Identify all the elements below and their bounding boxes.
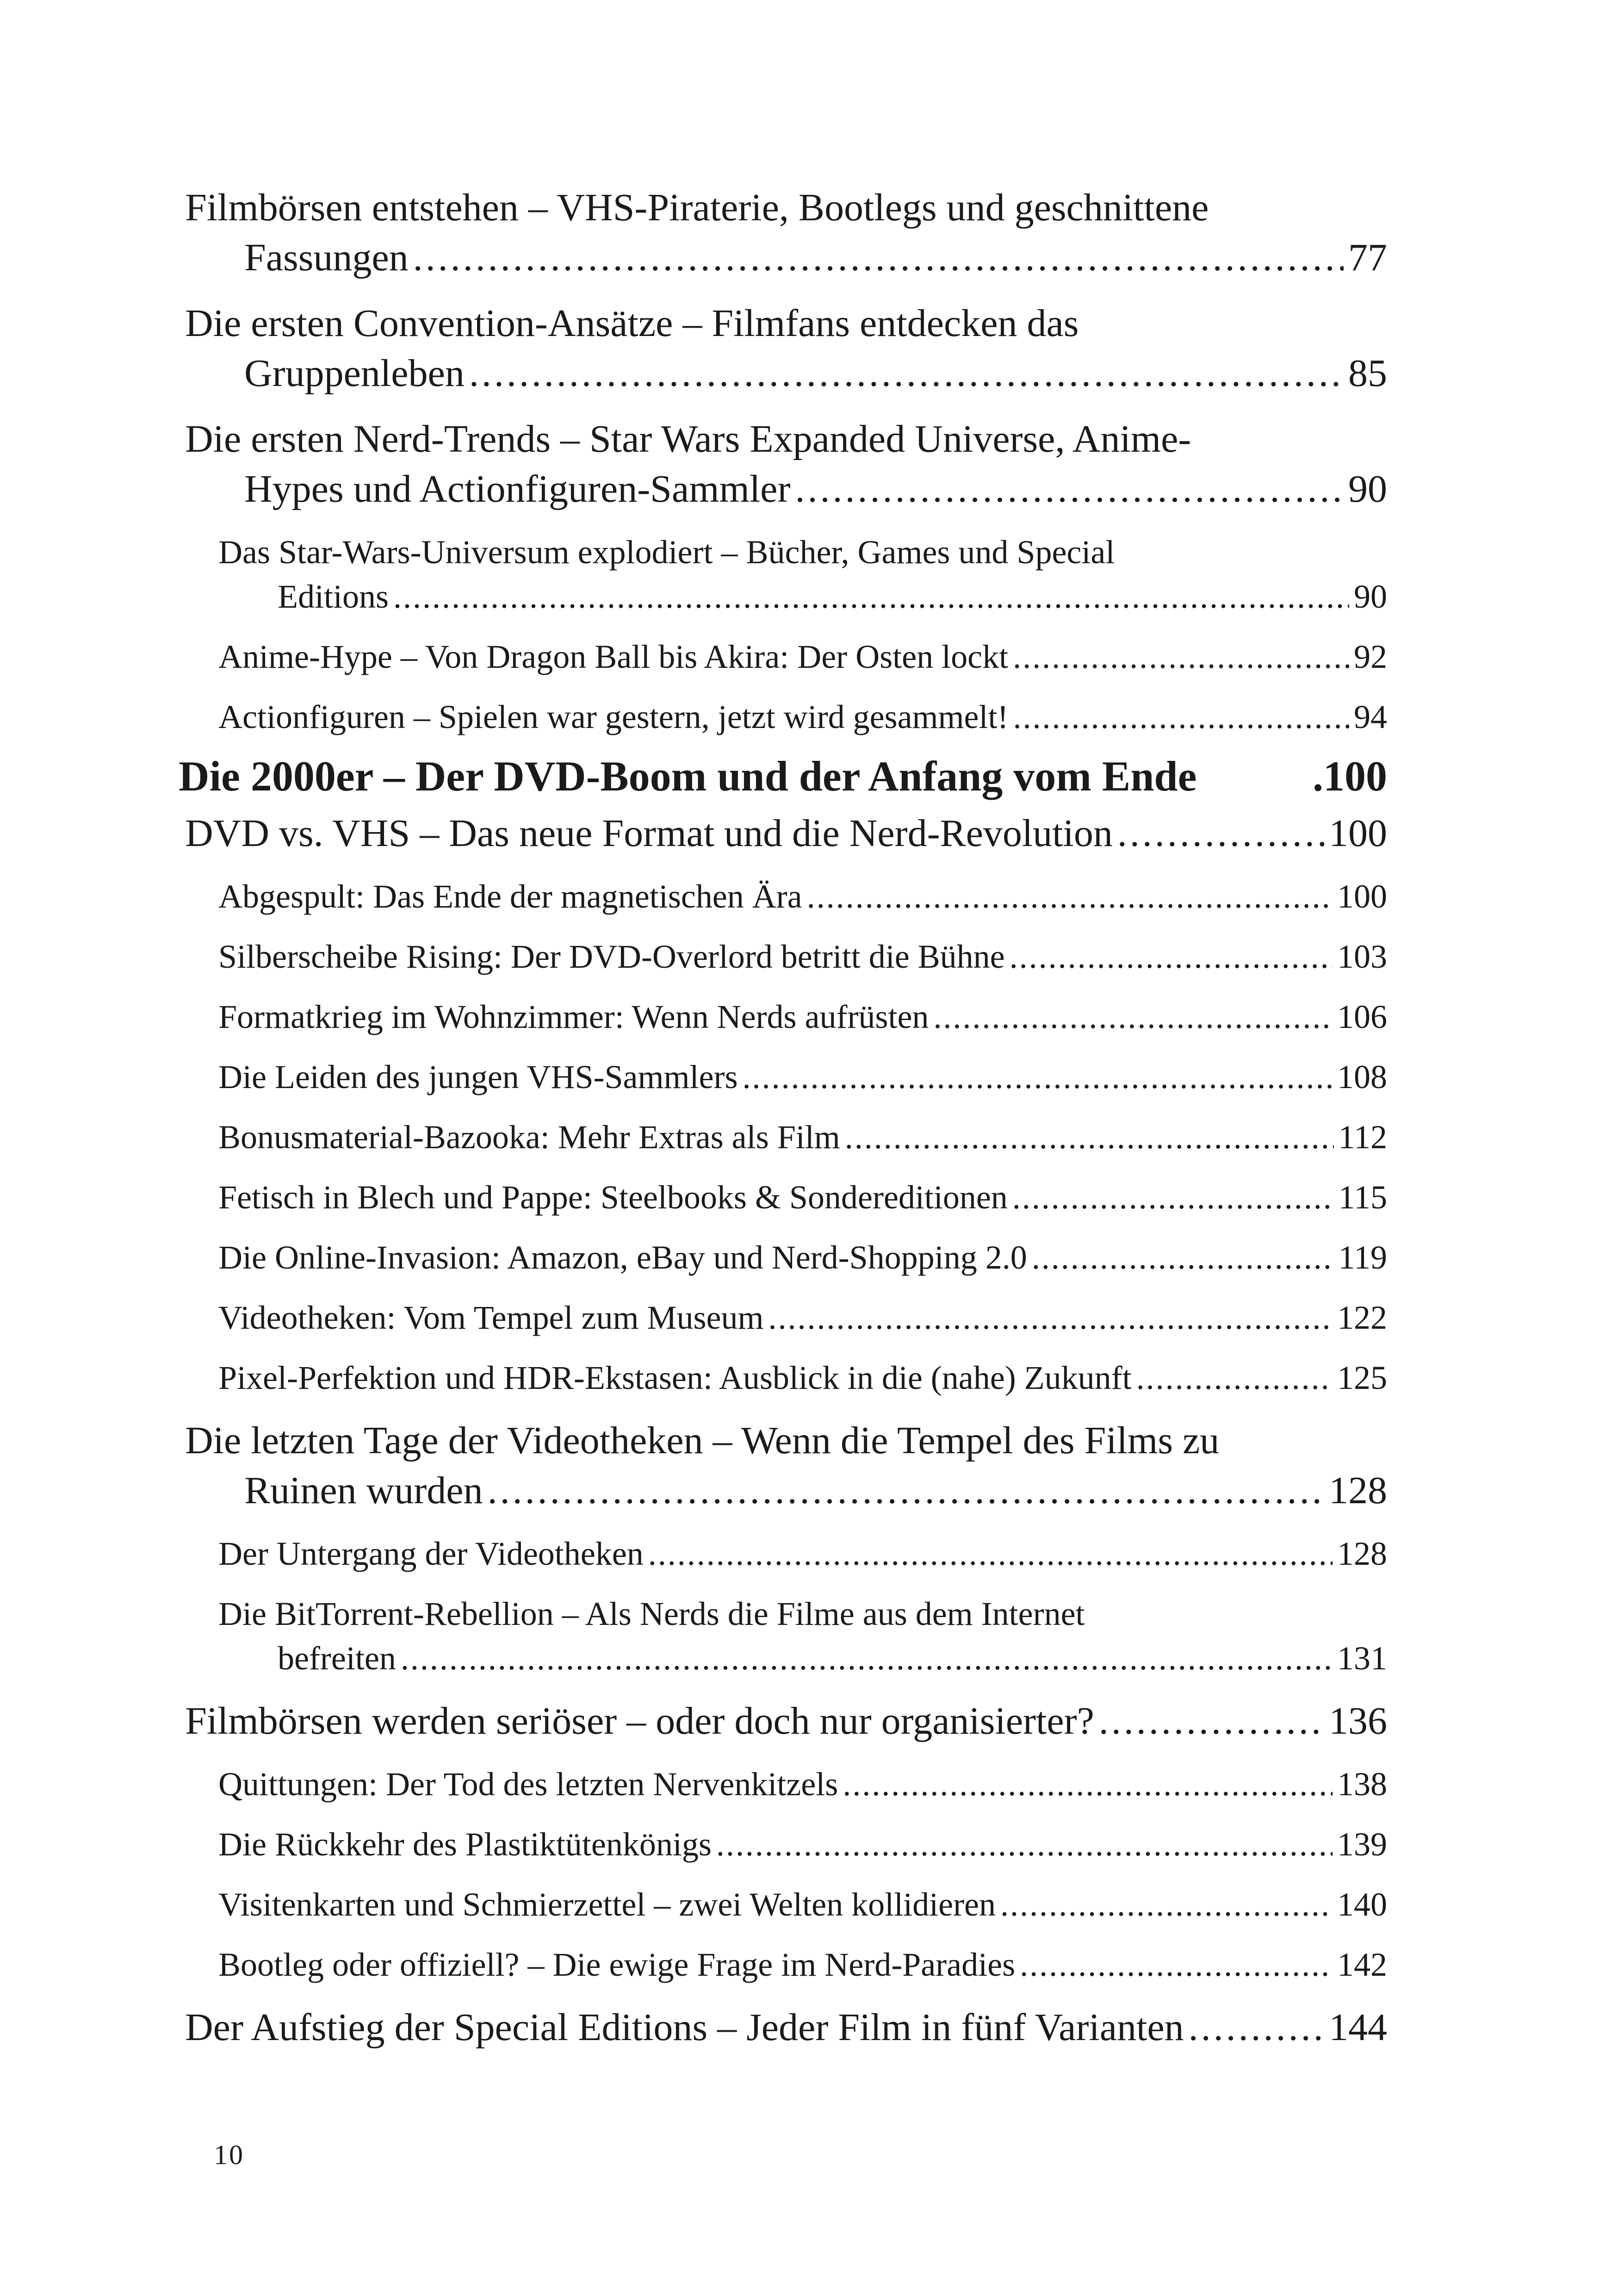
page-ref: 100 — [1337, 878, 1387, 915]
toc-entry-label: Silberscheibe Rising: Der DVD-Overlord betritt die Bühne — [218, 938, 1005, 975]
dot-leader — [769, 1295, 1333, 1340]
page-ref: 136 — [1329, 1699, 1387, 1742]
dot-leader — [933, 995, 1333, 1039]
page-ref: 140 — [1337, 1886, 1387, 1923]
toc-entry-line: befreiten — [278, 1640, 396, 1677]
toc-subentry[interactable] — [185, 695, 1387, 739]
toc-entry-line: Fassungen — [244, 236, 409, 279]
toc-subentry[interactable] — [185, 1882, 1387, 1927]
toc-entry-line: Das Star-Wars-Universum explodiert – Bücher, Games und Special — [218, 534, 1115, 571]
table-of-contents — [179, 183, 1387, 2053]
page-ref: 85 — [1348, 352, 1387, 395]
toc-subentry[interactable] — [185, 1592, 1387, 1680]
page-ref: 100 — [1329, 812, 1387, 855]
toc-entry[interactable] — [185, 2003, 1387, 2053]
toc-entry[interactable] — [185, 1696, 1387, 1746]
toc-entry-line: Gruppenleben — [244, 352, 465, 395]
page-ref: 106 — [1337, 998, 1387, 1035]
dot-leader — [807, 874, 1333, 919]
toc-entry-label: Der Untergang der Videotheken — [218, 1535, 644, 1572]
toc-entry[interactable] — [185, 414, 1387, 514]
dot-leader — [1099, 1696, 1324, 1746]
toc-entry[interactable] — [185, 1416, 1387, 1516]
dot-leader — [1020, 1942, 1333, 1987]
page-ref: 77 — [1348, 236, 1387, 279]
dot-leader — [469, 348, 1344, 398]
page-ref: 144 — [1329, 2006, 1387, 2049]
toc-entry-label: Der Aufstieg der Special Editions – Jeder Film in fünf Varianten — [185, 2006, 1184, 2049]
toc-subentry[interactable] — [185, 1055, 1387, 1099]
dot-leader — [1189, 2003, 1327, 2053]
toc-entry-label: Actionfiguren – Spielen war gestern, jetzt wird gesammelt! — [218, 698, 1009, 735]
dot-leader — [1032, 1235, 1334, 1280]
toc-entry-label: Anime-Hype – Von Dragon Ball bis Akira: Der Osten lockt — [218, 638, 1009, 675]
toc-chapter-heading[interactable] — [179, 748, 1387, 804]
toc-entry-line: Die BitTorrent-Rebellion – Als Nerds die Filme aus dem Internet — [218, 1595, 1085, 1632]
dot-leader — [1013, 635, 1349, 679]
page-ref: .100 — [1313, 753, 1387, 800]
toc-subentry[interactable] — [185, 1115, 1387, 1159]
dot-leader — [488, 1466, 1324, 1516]
toc-entry[interactable] — [185, 809, 1387, 859]
page-ref: 125 — [1337, 1359, 1387, 1396]
toc-entry-label: Die Online-Invasion: Amazon, eBay und Nerd-Shopping 2.0 — [218, 1239, 1027, 1276]
toc-entry-line: Die ersten Nerd-Trends – Star Wars Expanded Universe, Anime- — [185, 417, 1191, 460]
dot-leader — [413, 233, 1344, 283]
toc-subentry[interactable] — [185, 1235, 1387, 1280]
toc-subentry[interactable] — [185, 995, 1387, 1039]
toc-entry-label: Filmbörsen werden seriöser – oder doch nur organisierter? — [185, 1699, 1094, 1742]
dot-leader — [845, 1115, 1334, 1159]
toc-entry-line: Die ersten Convention-Ansätze – Filmfans entdecken das — [185, 302, 1079, 345]
page-ref: 94 — [1354, 698, 1387, 735]
toc-subentry[interactable] — [185, 1762, 1387, 1806]
dot-leader — [1012, 1175, 1334, 1220]
page-ref: 138 — [1337, 1766, 1387, 1803]
page-ref: 108 — [1337, 1058, 1387, 1095]
toc-subentry[interactable] — [185, 1295, 1387, 1340]
page-ref: 92 — [1354, 638, 1387, 675]
dot-leader — [401, 1636, 1333, 1680]
toc-entry-line: Filmbörsen entstehen – VHS-Piraterie, Bootlegs und geschnittene — [185, 186, 1209, 229]
toc-entry-label: Visitenkarten und Schmierzettel – zwei Welten kollidieren — [218, 1886, 996, 1923]
toc-entry-line: Ruinen wurden — [244, 1469, 483, 1512]
page-ref: 115 — [1338, 1179, 1387, 1216]
chapter-title: Die 2000er – Der DVD-Boom und der Anfang vom Ende — [179, 753, 1197, 800]
toc-entry-label: Abgespult: Das Ende der magnetischen Ära — [218, 878, 802, 915]
toc-entry[interactable] — [185, 299, 1387, 398]
page-ref: 122 — [1337, 1299, 1387, 1336]
toc-subentry[interactable] — [185, 934, 1387, 979]
toc-subentry[interactable] — [185, 1942, 1387, 1987]
page-ref: 90 — [1348, 467, 1387, 510]
page-ref: 139 — [1337, 1826, 1387, 1863]
toc-subentry[interactable] — [185, 1822, 1387, 1867]
toc-subentry[interactable] — [185, 1175, 1387, 1220]
page-ref: 112 — [1338, 1119, 1387, 1156]
toc-entry[interactable] — [185, 183, 1387, 283]
page-number: 10 — [214, 2140, 244, 2170]
toc-entry-line: Editions — [278, 578, 389, 615]
page-ref: 103 — [1337, 938, 1387, 975]
toc-entry-label: Pixel-Perfektion und HDR-Ekstasen: Ausblick in die (nahe) Zukunft — [218, 1359, 1132, 1396]
page-ref: 142 — [1337, 1946, 1387, 1983]
toc-entry-line: Die letzten Tage der Videotheken – Wenn die Tempel des Films zu — [185, 1419, 1220, 1462]
dot-leader — [648, 1531, 1333, 1576]
toc-entry-label: Bonusmaterial-Bazooka: Mehr Extras als Film — [218, 1119, 840, 1156]
dot-leader — [843, 1762, 1333, 1806]
toc-subentry[interactable] — [185, 635, 1387, 679]
dot-leader — [1010, 934, 1333, 979]
toc-subentry[interactable] — [185, 1531, 1387, 1576]
toc-entry-label: Bootleg oder offiziell? – Die ewige Frage im Nerd-Paradies — [218, 1946, 1016, 1983]
toc-entry-label: Die Leiden des jungen VHS-Sammlers — [218, 1058, 738, 1095]
toc-entry-label: Quittungen: Der Tod des letzten Nervenkitzels — [218, 1766, 838, 1803]
toc-subentry[interactable] — [185, 530, 1387, 619]
page-ref: 128 — [1337, 1535, 1387, 1572]
page-ref: 128 — [1329, 1469, 1387, 1512]
dot-leader — [716, 1822, 1333, 1867]
page-ref: 119 — [1338, 1239, 1387, 1276]
dot-leader — [1117, 809, 1324, 859]
dot-leader — [1136, 1356, 1333, 1400]
dot-leader — [742, 1055, 1333, 1099]
toc-subentry[interactable] — [185, 874, 1387, 919]
toc-entry-label: Formatkrieg im Wohnzimmer: Wenn Nerds aufrüsten — [218, 998, 929, 1035]
dot-leader — [1013, 695, 1349, 739]
dot-leader — [1000, 1882, 1333, 1927]
toc-entry-label: Die Rückkehr des Plastiktütenkönigs — [218, 1826, 712, 1863]
toc-entry-label: DVD vs. VHS – Das neue Format und die Nerd-Revolution — [185, 812, 1113, 855]
page-ref: 90 — [1354, 578, 1387, 615]
toc-entry-label: Videotheken: Vom Tempel zum Museum — [218, 1299, 764, 1336]
toc-subentry[interactable] — [185, 1356, 1387, 1400]
toc-entry-line: Hypes und Actionfiguren-Sammler — [244, 467, 791, 510]
dot-leader — [795, 464, 1344, 514]
dot-leader — [393, 574, 1349, 619]
toc-entry-label: Fetisch in Blech und Pappe: Steelbooks & Sondereditionen — [218, 1179, 1008, 1216]
page-ref: 131 — [1337, 1640, 1387, 1677]
